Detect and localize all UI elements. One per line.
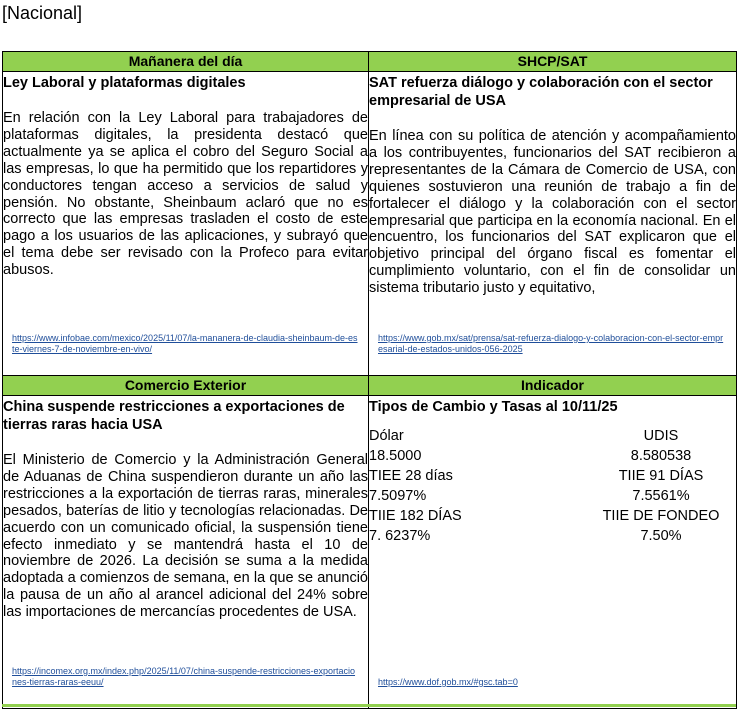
rate-label: TIEE 28 días <box>369 468 453 484</box>
rate-value: 7. 6237% <box>369 528 431 544</box>
rate-label: TIIE 91 DÍAS <box>618 468 704 484</box>
rate-label: Dólar <box>369 428 404 444</box>
rate-value: 7.50% <box>640 528 682 544</box>
body-sat: En línea con su política de atención y acompañamiento a los contribuyentes, funcionarios del SAT recibieron a representantes de la Cámara de Comercio de USA, con quienes sostuvieron una reunión de trabajo a fin de fortalecer el diálogo y la colaboración con el sector empresarial que participa en la economía nacional. En el encuentro, los funcionarios del SAT explicaron que el objetivo principal del órgano fiscal es fomentar el cumplimiento voluntario, con el fin de consolidar un sistema tributario justo y equitativo, <box>369 128 736 297</box>
bottom-divider <box>2 704 736 707</box>
cell-shcp-sat <box>369 72 737 376</box>
header-indicador: Indicador <box>369 376 737 396</box>
rates-row <box>369 526 736 546</box>
title-tipos-cambio: Tipos de Cambio y Tasas al 10/11/25 <box>369 399 618 415</box>
cell-mananera <box>3 72 369 376</box>
body-ley-laboral: En relación con la Ley Laboral para trabajadores de plataformas digitales, la presidenta destacó que actualmente ya se aplica el cobro del Seguro Social a las empresas, lo que ha permitido que los repartidores y conductores tengan acceso a servicios de salud y pensión. No obstante, Sheinbaum aclaró que no es correcto que las empresas trasladen el costo de este pago a los usuarios de las aplicaciones, y subrayó que el tema debe ser revisado con la Profeco para evitar abusos. <box>3 110 368 279</box>
rate-label: TIIE 182 DÍAS <box>369 508 462 524</box>
section-tag: [Nacional] <box>2 3 83 23</box>
rates-row <box>369 446 736 466</box>
cell-comercio-exterior <box>3 396 369 709</box>
link-incomex[interactable]: https://incomex.org.mx/index.php/2025/11/07/china-suspende-restricciones-exportaciones-tierras-raras-eeuu/ <box>12 666 356 687</box>
title-china: China suspende restricciones a exportaciones de tierras raras hacia USA <box>3 399 345 433</box>
rate-value: 7.5097% <box>369 488 427 504</box>
link-gob-sat[interactable]: https://www.gob.mx/sat/prensa/sat-refuerza-dialogo-y-colaboracion-con-el-sector-empresarial-de-estados-unidos-056-2025 <box>378 333 724 354</box>
title-sat: SAT refuerza diálogo y colaboración con el sector empresarial de USA <box>369 75 713 109</box>
title-ley-laboral: Ley Laboral y plataformas digitales <box>3 75 246 91</box>
link-dof[interactable]: https://www.dof.gob.mx/#gsc.tab=0 <box>378 677 518 687</box>
rate-value: 18.5000 <box>369 448 422 464</box>
header-mananera: Mañanera del día <box>3 52 369 72</box>
news-grid <box>2 51 737 709</box>
link-infobae[interactable]: https://www.infobae.com/mexico/2025/11/07/la-mananera-de-claudia-sheinbaum-de-este-viernes-7-de-noviembre-en-vivo/ <box>12 333 358 354</box>
cell-indicador <box>369 396 737 709</box>
header-shcp-sat: SHCP/SAT <box>369 52 737 72</box>
rate-value: 8.580538 <box>630 448 692 464</box>
rates-row <box>369 426 736 446</box>
rates-table <box>369 426 736 546</box>
rate-label: TIIE DE FONDEO <box>602 508 720 524</box>
body-china: El Ministerio de Comercio y la Administración General de Aduanas de China suspendieron durante un año las restricciones a la exportación de tierras raras, minerales pesados, baterías de litio y tecnologías relacionadas. De acuerdo con un comunicado oficial, la suspensión tiene efecto inmediato y se mantendrá hasta el 10 de noviembre de 2026. La decisión se suma a la medida adoptada a comienzos de semana, en la que se anunció la pausa de un año al arancel adicional del 24% sobre las importaciones de mercancías procedentes de USA. <box>3 452 368 621</box>
rate-value: 7.5561% <box>632 488 690 504</box>
rate-label: UDIS <box>643 428 679 444</box>
header-comercio-exterior: Comercio Exterior <box>3 376 369 396</box>
rates-row <box>369 486 736 506</box>
rates-row <box>369 506 736 526</box>
rates-row <box>369 466 736 486</box>
